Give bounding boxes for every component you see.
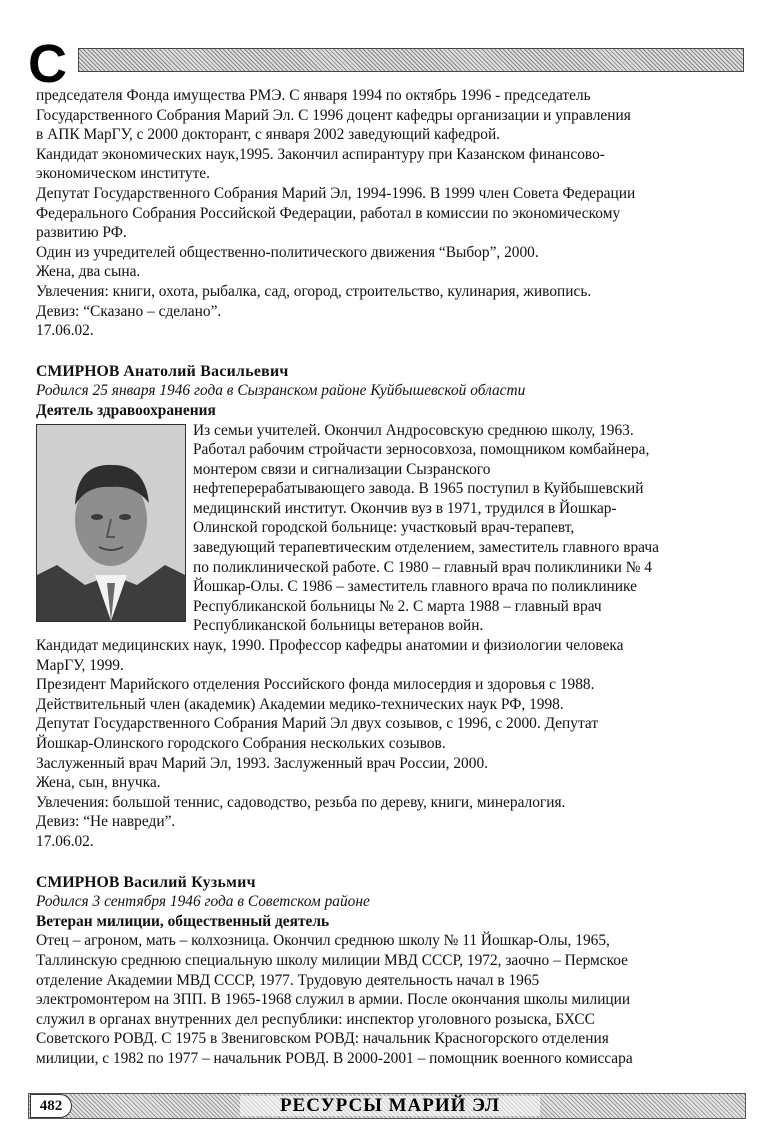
header-band [78, 48, 744, 72]
entry-smirnov-anatoly [36, 362, 748, 852]
text-line: милиции, с 1982 по 1977 – начальник РОВД. В 2000-2001 – помощник военного комиссара [36, 1049, 633, 1067]
text-line: экономическом институте. [36, 165, 210, 183]
text-line: Йошкар-Олинского городского Собрания нескольких созывов. [36, 735, 446, 752]
text-line: Йошкар-Олы. С 1986 – заместитель главного врача по поликлинике [193, 578, 637, 596]
text-line: МарГУ, 1999. [36, 656, 124, 674]
birth-info: Родился 3 сентября 1946 года в Советском районе [36, 893, 370, 911]
entry-smirnov-vasily [36, 873, 748, 1069]
text-line: Жена, два сына. [36, 263, 141, 281]
page-content [36, 86, 748, 1069]
text-line: Отец – агроном, мать – колхозница. Окончил среднюю школу № 11 Йошкар-Олы, 1965, [36, 932, 610, 950]
portrait-photo [36, 424, 186, 622]
text-line: по поликлинической работе. С 1980 – главный врач поликлиники № 4 [193, 558, 652, 576]
footer-title: РЕСУРСЫ МАРИЙ ЭЛ [240, 1096, 540, 1116]
text-line: в АПК МарГУ, с 2000 докторант, с января 2002 заведующий кафедрой. [36, 126, 501, 144]
role-title: Деятель здравоохранения [36, 401, 216, 419]
text-line: Из семьи учителей. Окончил Андросовскую среднюю школу, 1963. [193, 421, 634, 439]
text-line: Президент Марийского отделения Российского фонда милосердия и здоровья с 1988. [36, 676, 595, 694]
entry-name [36, 873, 748, 893]
text-line: Действительный член (академик) Академии медико-технических наук РФ, 1998. [36, 695, 564, 713]
text-line: Кандидат медицинских наук, 1990. Профессор кафедры анатомии и физиологии человека [36, 637, 624, 655]
text-line: Олинской городской больнице: участковый врач-терапевт, [193, 519, 575, 537]
text-line: Советского РОВД. С 1975 в Звениговском РОВД: начальник Красногорского отделения [36, 1030, 609, 1048]
page-number: 482 [30, 1094, 72, 1118]
text-line: Увлечения: большой теннис, садоводство, резьба по дереву, книги, минералогия. [36, 793, 566, 811]
given-names: Василий Кузьмич [123, 873, 256, 891]
entry-date: 17.06.02. [36, 322, 94, 340]
text-line: отделение Академии МВД СССР, 1977. Трудовую деятельность начал в 1965 [36, 971, 540, 989]
text-line: медицинский институт. Окончив вуз в 1971, трудился в Йошкар- [193, 499, 617, 517]
given-names: Анатолий Васильевич [123, 362, 289, 380]
text-line: Государственного Собрания Марий Эл. С 1996 доцент кафедры организации и управления [36, 106, 631, 124]
text-line: Девиз: “Не навреди”. [36, 813, 176, 831]
text-line: электромонтером на ЗПП. В 1965-1968 служил в армии. После окончания школы милиции [36, 991, 631, 1009]
text-line: нефтеперерабатывающего завода. В 1965 поступил в Куйбышевский [193, 480, 644, 498]
text-line: Работал рабочим стройчасти зерносовхоза, помощником комбайнера, [193, 441, 650, 459]
text-line: Таллинскую среднюю специальную школу милиции МВД СССР, 1972, заочно – Пермское [36, 951, 629, 969]
text-line: Республиканской больницы № 2. С марта 1988 – главный врач [193, 597, 602, 615]
text-line: развитию РФ. [36, 224, 127, 242]
text-line: Депутат Государственного Собрания Марий Эл, 1994-1996. В 1999 член Совета Федерации [36, 184, 636, 202]
text-line: Кандидат экономических наук,1995. Закончил аспирантуру при Казанском финансово- [36, 145, 605, 163]
text-line: служил в органах внутренних дел республики: инспектор уголовного розыска, БХСС [36, 1010, 595, 1028]
text-line: Девиз: “Сказано – сделано”. [36, 302, 222, 320]
text-line: заведующий терапевтическим отделением, заместитель главного врача [193, 539, 659, 557]
entry-date: 17.06.02. [36, 832, 94, 850]
photo-side-text [193, 421, 748, 637]
text-line: Депутат Государственного Собрания Марий Эл двух созывов, с 1996, с 2000. Депутат [36, 715, 599, 733]
photo-block [36, 421, 748, 637]
surname: СМИРНОВ [36, 873, 120, 891]
role-title: Ветеран милиции, общественный деятель [36, 912, 330, 930]
text-line: Увлечения: книги, охота, рыбалка, сад, огород, строительство, кулинария, живопись. [36, 282, 592, 300]
text-line: Жена, сын, внучка. [36, 774, 161, 792]
entry-previous [36, 86, 748, 341]
text-line: Заслуженный врач Марий Эл, 1993. Заслуженный врач России, 2000. [36, 754, 488, 772]
birth-info: Родился 25 января 1946 года в Сызранском районе Куйбышевской области [36, 382, 526, 400]
text-line: Федерального Собрания Российской Федерации, работал в комиссии по экономическому [36, 204, 621, 222]
entry-name [36, 362, 748, 382]
text-line: монтером связи и сигнализации Сызранского [193, 460, 491, 478]
surname: СМИРНОВ [36, 362, 120, 380]
section-letter: С [28, 34, 67, 94]
text-line: председателя Фонда имущества РМЭ. С января 1994 по октябрь 1996 - председатель [36, 87, 591, 104]
text-line: Республиканской больницы ветеранов войн. [193, 617, 484, 635]
text-line: Один из учредителей общественно-политического движения “Выбор”, 2000. [36, 243, 539, 261]
